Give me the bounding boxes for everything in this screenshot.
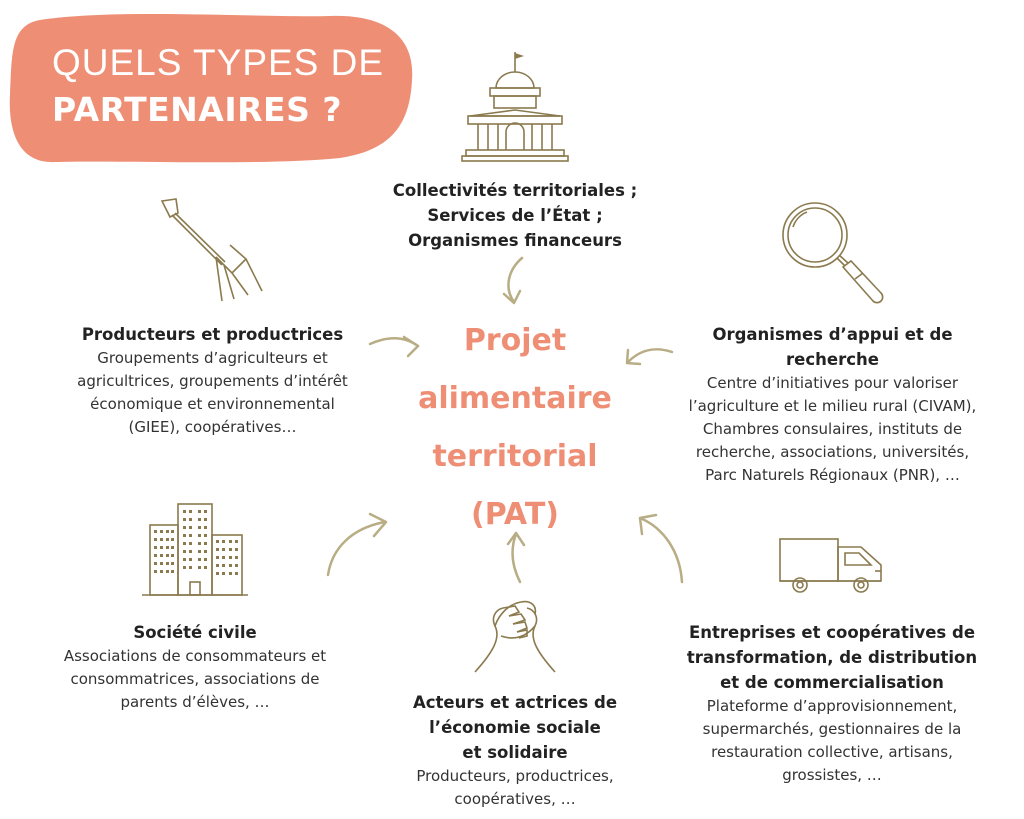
ess-title-line-3: et solidaire [462,743,568,762]
center-line-4: (PAT) [470,497,559,532]
center-line-1: Projet [463,323,567,358]
arrow-top [504,258,522,303]
producteurs-title: Producteurs et productrices [81,325,344,344]
societe-desc-line-2: consommatrices, associations de [70,670,320,688]
ess-title-line-1: Acteurs et actrices de [412,693,618,712]
center-line-3: territorial [432,439,598,474]
entreprises-desc-line-4: grossistes, … [782,766,882,784]
organismes-desc-line-3: Chambres consulaires, instituts de [702,420,963,438]
entreprises-title-line-2: transformation, de distribution [686,648,978,667]
arrow-bottom-right [640,515,682,582]
title-line-1: QUELS TYPES DE [52,42,385,83]
arrow-right [627,349,672,364]
center-line-2: alimentaire [418,381,612,416]
collectivites-title-line-3: Organismes financeurs [408,231,622,250]
title-line-2: PARTENAIRES ? [52,90,342,129]
societe-desc-line-3: parents d’élèves, … [120,693,270,711]
entreprises-desc-line-2: supermarchés, gestionnaires de la [702,720,962,738]
entreprises-title-line-1: Entreprises et coopératives de [688,623,976,642]
organismes-desc-line-2: l’agriculture et le milieu rural (CIVAM), [688,397,977,415]
arrow-bottom-left [328,514,386,575]
organismes-title-line-2: recherche [786,350,879,369]
producteurs-desc-line-3: économique et environnemental [90,395,335,413]
producteurs-desc-line-4: (GIEE), coopératives… [128,418,297,436]
collectivites-title-line-1: Collectivités territoriales ; [392,181,638,200]
societe-desc-line-1: Associations de consommateurs et [63,647,327,665]
producteurs-desc-line-1: Groupements d’agriculteurs et [97,349,328,367]
collectivites-title-line-2: Services de l’État ; [427,206,603,225]
ess-title-line-2: l’économie sociale [429,718,601,737]
entreprises-title-line-3: et de commercialisation [720,673,944,692]
arrow-bottom [508,533,524,582]
arrow-left [370,337,418,356]
ess-desc-line-2: coopératives, … [454,790,576,808]
organismes-desc-line-1: Centre d’initiatives pour valoriser [706,374,959,392]
producteurs-desc-line-2: agricultrices, groupements d’intérêt [77,372,348,390]
entreprises-desc-line-3: restauration collective, artisans, [711,743,953,761]
entreprises-desc-line-1: Plateforme d’approvisionnement, [706,697,958,715]
ess-desc-line-1: Producteurs, productrices, [416,767,614,785]
organismes-desc-line-4: recherche, associations, universités, [695,443,970,461]
organismes-desc-line-5: Parc Naturels Régionaux (PNR), … [705,466,960,484]
societe-title: Société civile [133,623,257,642]
organismes-title-line-1: Organismes d’appui et de [712,325,953,344]
